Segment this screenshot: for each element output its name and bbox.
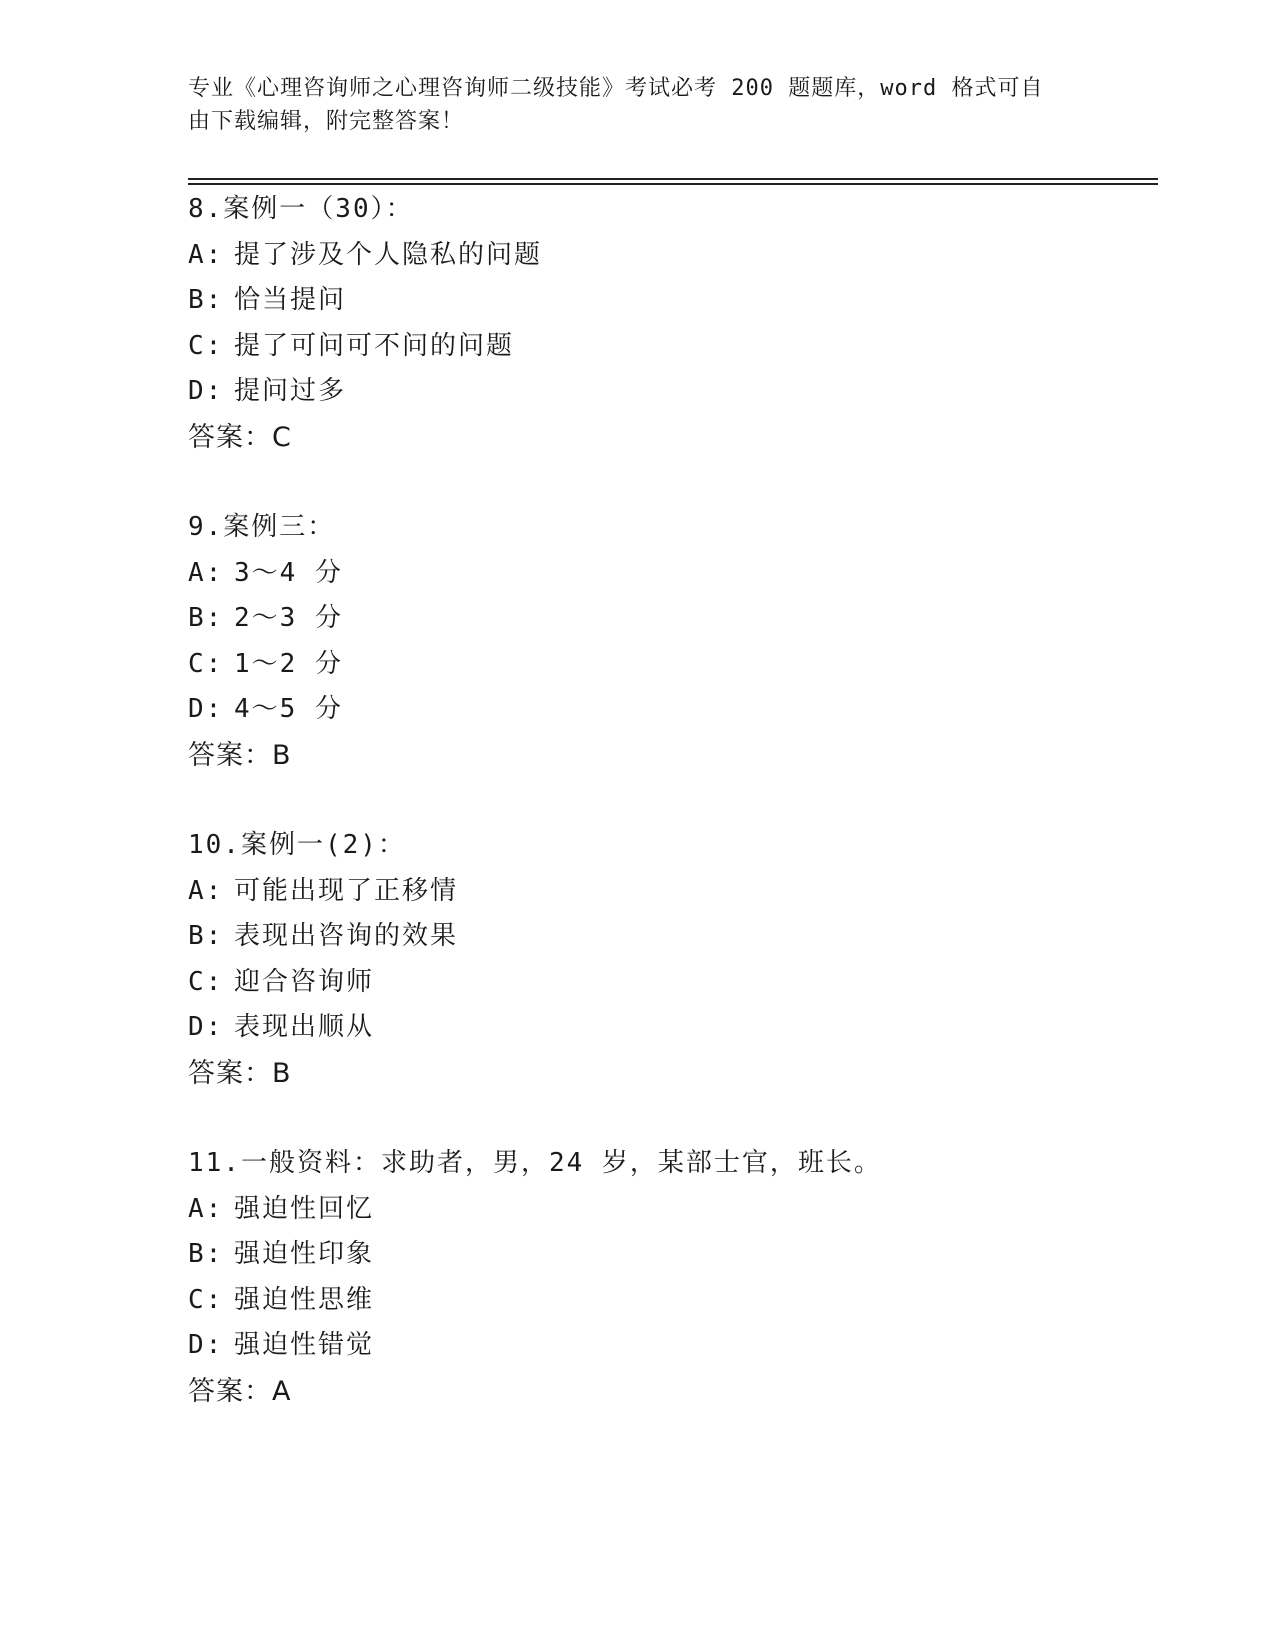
option-key: D:: [188, 694, 224, 724]
question-item: [188, 1141, 1188, 1414]
option-text: 表现出顺从: [234, 1012, 375, 1042]
answer-line: 答案：C: [188, 421, 292, 453]
option-c: [188, 1278, 1188, 1324]
option-text: 4～5 分: [234, 694, 343, 724]
option-key: A:: [188, 1193, 224, 1224]
option-key: B:: [188, 603, 224, 633]
option-text: 强迫性错觉: [234, 1330, 375, 1360]
option-text: 强迫性印象: [234, 1239, 375, 1269]
option-key: D:: [188, 1012, 224, 1042]
option-b: [188, 1232, 1188, 1278]
option-b: [188, 278, 1188, 324]
option-b: [188, 914, 1188, 960]
header-line-2: 由下载编辑，附完整答案！: [188, 109, 465, 134]
answer-line: 答案：B: [188, 1057, 292, 1089]
option-text: 提了可问可不问的问题: [234, 330, 515, 361]
option-text: 强迫性思维: [234, 1284, 375, 1315]
option-key: C:: [188, 648, 224, 679]
option-key: A:: [188, 557, 224, 588]
header-divider-bottom: [188, 183, 1158, 185]
question-item: [188, 505, 1188, 778]
option-a: [188, 551, 1188, 597]
option-key: A:: [188, 875, 224, 906]
document-header: [188, 72, 1088, 138]
question-stem: 8.案例一（30）：: [188, 194, 414, 224]
option-text: 迎合咨询师: [234, 966, 375, 997]
option-d: [188, 1323, 1188, 1369]
header-divider-top: [188, 178, 1158, 180]
option-text: 2～3 分: [234, 603, 343, 633]
option-text: 3～4 分: [234, 557, 343, 588]
option-c: [188, 642, 1188, 688]
option-key: B:: [188, 921, 224, 951]
option-text: 强迫性回忆: [234, 1193, 375, 1224]
option-text: 1～2 分: [234, 648, 343, 679]
option-d: [188, 687, 1188, 733]
answer-line: 答案：A: [188, 1375, 292, 1407]
option-text: 可能出现了正移情: [234, 875, 459, 906]
option-d: [188, 1005, 1188, 1051]
option-key: D:: [188, 1330, 224, 1360]
option-a: [188, 233, 1188, 279]
question-stem: 9.案例三：: [188, 512, 336, 542]
option-key: B:: [188, 1239, 224, 1269]
option-key: C:: [188, 1284, 224, 1315]
option-c: [188, 960, 1188, 1006]
question-stem: 11.一般资料：求助者，男，24 岁，某部士官，班长。: [188, 1148, 882, 1178]
answer-line: 答案：B: [188, 739, 292, 771]
option-c: [188, 324, 1188, 370]
option-key: D:: [188, 376, 224, 406]
question-item: [188, 823, 1188, 1096]
option-key: C:: [188, 330, 224, 361]
question-stem: 10.案例一(2)：: [188, 830, 406, 860]
option-text: 恰当提问: [234, 285, 347, 315]
option-text: 提了涉及个人隐私的问题: [234, 239, 543, 270]
option-a: [188, 1187, 1188, 1233]
option-d: [188, 369, 1188, 415]
option-a: [188, 869, 1188, 915]
option-key: B:: [188, 285, 224, 315]
option-key: C:: [188, 966, 224, 997]
option-text: 表现出咨询的效果: [234, 921, 459, 951]
option-key: A:: [188, 239, 224, 270]
question-item: [188, 187, 1188, 460]
option-text: 提问过多: [234, 376, 347, 406]
option-b: [188, 596, 1188, 642]
header-line-1: 专业《心理咨询师之心理咨询师二级技能》考试必考 200 题题库，word 格式可自: [188, 76, 1044, 101]
question-list: [188, 187, 1188, 1459]
